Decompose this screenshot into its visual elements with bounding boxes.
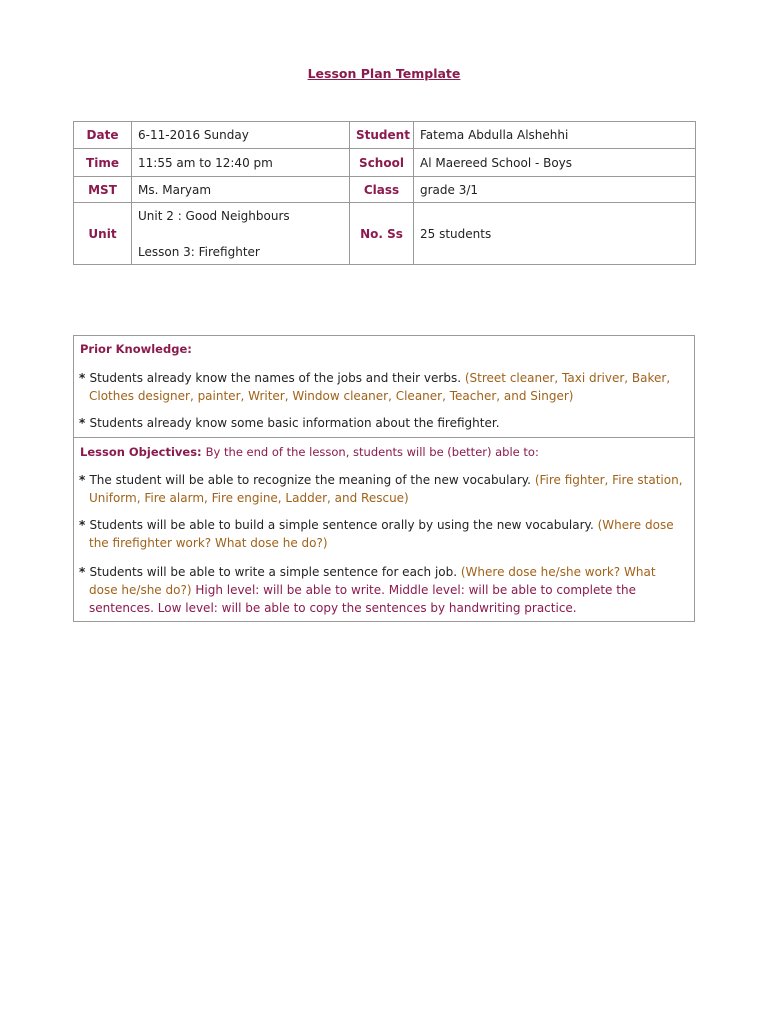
date-label: Date [74, 122, 132, 149]
unit-title: Unit 2 : Good Neighbours [138, 208, 290, 223]
bullet-star-icon: * [79, 518, 90, 532]
objective-item-text: Students will be able to build a simple sentence orally by using the new vocabulary. [89, 518, 594, 532]
objectives-heading-label: Lesson Objectives: [80, 445, 202, 459]
page-title: Lesson Plan Template [307, 66, 461, 81]
objective-item-note: (Fire fighter, Fire station, Uniform, Fire alarm, Fire engine, Ladder, and Rescue) [89, 473, 683, 505]
objectives-heading-note: By the end of the lesson, students will be (better) able to: [205, 445, 539, 459]
prior-knowledge-heading: Prior Knowledge: [80, 342, 192, 356]
prior-item-note: (Street cleaner, Taxi driver, Baker, Clothes designer, painter, Writer, Window cleaner, Cleaner, Teacher, and Singer) [89, 371, 671, 403]
bullet-star-icon: * [79, 565, 90, 579]
date-value: 6-11-2016 Sunday [132, 122, 350, 149]
students-count-label: No. Ss [350, 203, 414, 265]
list-item [79, 471, 686, 507]
objective-item-text: The student will be able to recognize the meaning of the new vocabulary. [89, 473, 531, 487]
prior-item-text: Students already know some basic information about the firefighter. [89, 416, 500, 430]
bullet-star-icon: * [79, 416, 90, 430]
table-row [74, 149, 696, 177]
time-value: 11:55 am to 12:40 pm [132, 149, 350, 177]
mst-label: MST [74, 177, 132, 203]
objective-item-levels: High level: will be able to write. Middle level: will be able to complete the sentences. Low level: will be able to copy the sentences by handwriting practice. [89, 583, 636, 615]
unit-value [132, 203, 350, 265]
class-value: grade 3/1 [414, 177, 696, 203]
student-value: Fatema Abdulla Alshehhi [414, 122, 696, 149]
prior-knowledge-section [73, 335, 695, 438]
unit-label: Unit [74, 203, 132, 265]
lesson-info-table [73, 121, 696, 265]
school-label: School [350, 149, 414, 177]
list-item [79, 414, 686, 432]
list-item [79, 563, 686, 617]
school-value: Al Maereed School - Boys [414, 149, 696, 177]
time-label: Time [74, 149, 132, 177]
bullet-star-icon: * [79, 371, 90, 385]
list-item [79, 369, 686, 405]
table-row [74, 122, 696, 149]
list-item [79, 516, 686, 552]
mst-value: Ms. Maryam [132, 177, 350, 203]
table-row [74, 203, 696, 265]
objective-item-note: (Where dose he/she work? What dose he/she do?) [89, 565, 656, 597]
table-row [74, 177, 696, 203]
objective-item-text: Students will be able to write a simple sentence for each job. [89, 565, 458, 579]
lesson-title: Lesson 3: Firefighter [138, 244, 260, 259]
bullet-star-icon: * [79, 473, 90, 487]
students-count-value: 25 students [414, 203, 696, 265]
prior-item-text: Students already know the names of the jobs and their verbs. [89, 371, 462, 385]
class-label: Class [350, 177, 414, 203]
objectives-heading [80, 445, 539, 459]
lesson-objectives-section [73, 437, 695, 622]
objective-item-note: (Where dose the firefighter work? What dose he do?) [89, 518, 674, 550]
student-label: Student [350, 122, 414, 149]
